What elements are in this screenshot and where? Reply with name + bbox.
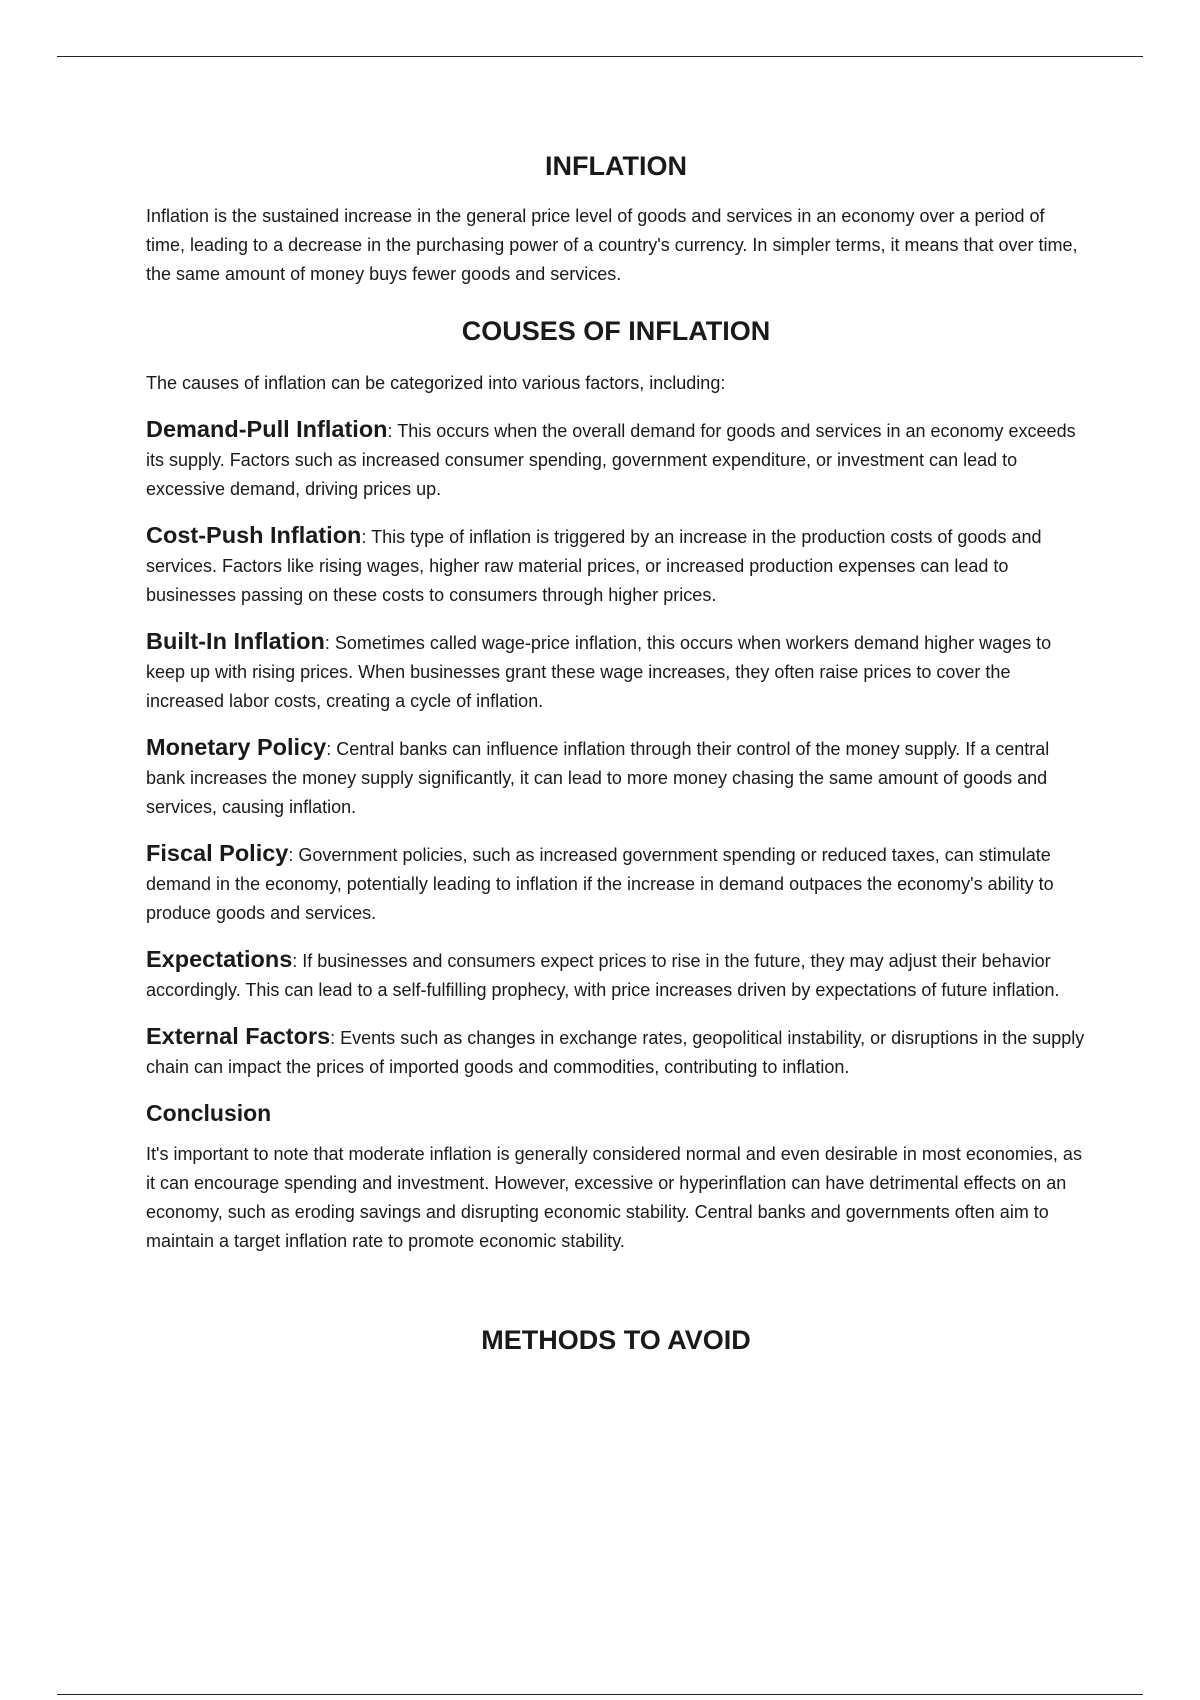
header-rule — [57, 56, 1143, 57]
cause-fiscal-policy — [146, 839, 1086, 928]
cause-demand-pull — [146, 415, 1086, 504]
cause-term: Built-In Inflation — [146, 628, 325, 654]
cause-term: Cost-Push Inflation — [146, 522, 362, 548]
conclusion-heading: Conclusion — [146, 1100, 272, 1126]
cause-expectations — [146, 945, 1086, 1005]
cause-external-factors — [146, 1022, 1086, 1082]
cause-text: : Events such as changes in exchange rates, geopolitical instability, or disruptions in the supply chain can impact the prices of imported goods and commodities, contributing to inflation. — [146, 1028, 1085, 1077]
cause-monetary-policy — [146, 733, 1086, 822]
cause-text: : Government policies, such as increased government spending or reduced taxes, can stimulate demand in the economy, potentially leading to inflation if the increase in demand outpaces the economy's ability to produce goods and services. — [146, 845, 1054, 923]
cause-term: Monetary Policy — [146, 734, 327, 760]
cause-text: : This occurs when the overall demand for goods and services in an economy exceeds its supply. Factors such as increased consumer spending, government expenditure, or investment can lead to excessive demand, driving prices up. — [146, 421, 1076, 499]
causes-heading: COUSES OF INFLATION — [461, 316, 771, 346]
intro-paragraph: Inflation is the sustained increase in the general price level of goods and services in an economy over a period of time, leading to a decrease in the purchasing power of a country's currency. In simpler terms, it means that over time, the same amount of money buys fewer goods and services. — [146, 206, 1078, 284]
causes-intro-paragraph: The causes of inflation can be categorized into various factors, including: — [146, 373, 726, 393]
cause-text: : This type of inflation is triggered by an increase in the production costs of goods and services. Factors like rising wages, higher raw material prices, or increased production expenses can lead to businesses passing on these costs to consumers through higher prices. — [146, 527, 1042, 605]
cause-text: : Sometimes called wage-price inflation, this occurs when workers demand higher wages to keep up with rising prices. When businesses grant these wage increases, they often raise prices to cover the increased labor costs, creating a cycle of inflation. — [146, 633, 1052, 711]
footer-rule — [57, 1694, 1143, 1695]
cause-cost-push — [146, 521, 1086, 610]
conclusion-paragraph: It's important to note that moderate inflation is generally considered normal and even desirable in most economies, as it can encourage spending and investment. However, excessive or hyperinflation can have detrimental effects on an economy, such as eroding savings and disrupting economic stability. Central banks and governments often aim to maintain a target inflation rate to promote economic stability. — [146, 1144, 1082, 1251]
cause-term: Demand-Pull Inflation — [146, 416, 388, 442]
cause-text: : If businesses and consumers expect prices to rise in the future, they may adjust their behavior accordingly. This can lead to a self-fulfilling prophecy, with price increases driven by expectations of future inflation. — [146, 951, 1060, 1000]
document-body — [146, 144, 1086, 1362]
document-title: INFLATION — [545, 151, 687, 181]
methods-heading: METHODS TO AVOID — [481, 1325, 751, 1355]
cause-term: Fiscal Policy — [146, 840, 289, 866]
cause-built-in — [146, 627, 1086, 716]
cause-term: External Factors — [146, 1023, 331, 1049]
cause-term: Expectations — [146, 946, 293, 972]
cause-text: : Central banks can influence inflation through their control of the money supply. If a central bank increases the money supply significantly, it can lead to more money chasing the same amount of goods and services, causing inflation. — [146, 739, 1050, 817]
